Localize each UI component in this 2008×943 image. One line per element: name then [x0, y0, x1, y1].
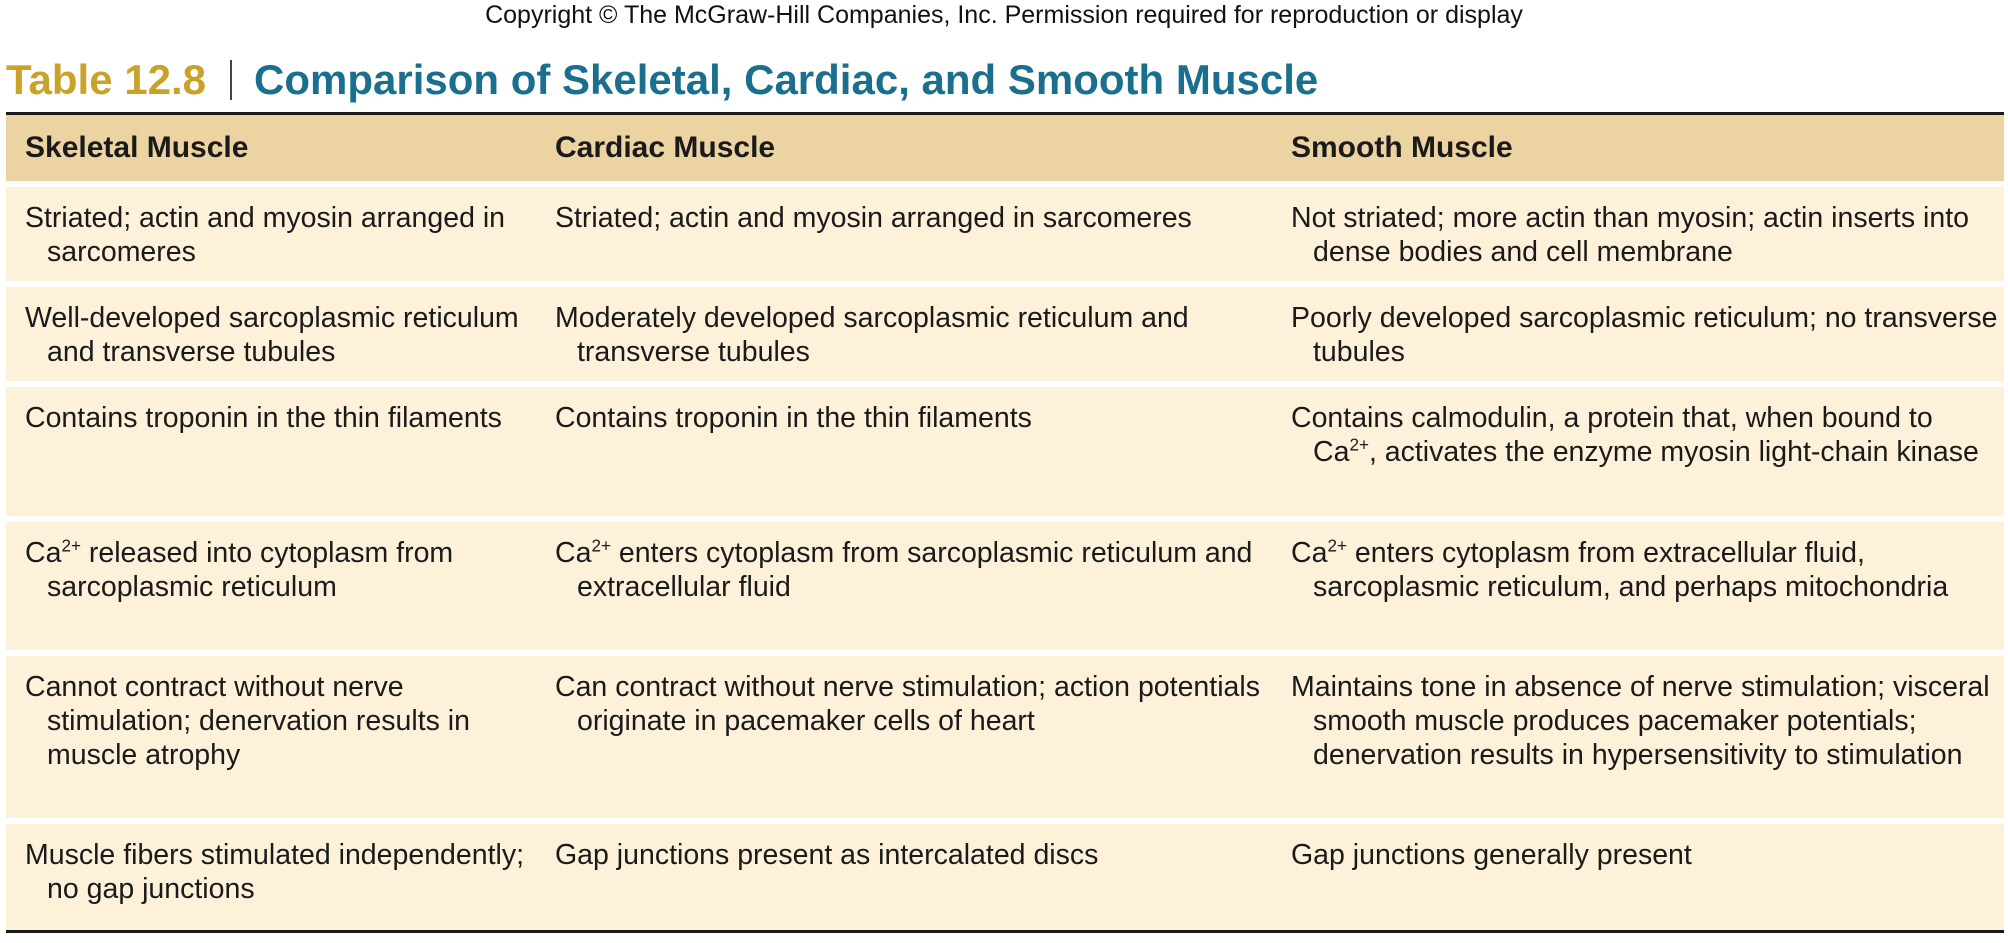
header-skeletal: Skeletal Muscle	[25, 131, 249, 164]
text-part: , activates the enzyme myosin light-chain kinase	[1368, 436, 1979, 468]
copyright-notice: Copyright © The McGraw-Hill Companies, Inc. Permission required for reproduction or display	[485, 1, 1523, 29]
cell-cardiac	[536, 287, 1272, 381]
cell-skeletal	[6, 522, 536, 650]
table-row	[6, 656, 2004, 824]
cell-smooth	[1272, 287, 2004, 381]
comparison-table	[6, 112, 2004, 933]
cell-skeletal	[6, 656, 536, 818]
cell-text: Gap junctions present as intercalated discs	[555, 839, 1099, 871]
header-row	[6, 115, 2004, 187]
cell-text: Striated; actin and myosin arranged in sarcomeres	[555, 202, 1192, 234]
cell-text: Gap junctions generally present	[1291, 839, 1692, 871]
text-part: Ca	[1291, 537, 1328, 569]
superscript: 2+	[1349, 435, 1369, 455]
cell-text: Well-developed sarcoplasmic reticulum and transverse tubules	[25, 302, 519, 368]
table-row	[6, 522, 2004, 656]
text-part: enters cytoplasm from extracellular fluid, sarcoplasmic reticulum, and perhaps mitochondria	[1313, 537, 1949, 603]
cell-text: Maintains tone in absence of nerve stimulation; visceral smooth muscle produces pacemaker potentials; denervation results in hypersensitivity to stimulation	[1291, 671, 1990, 771]
cell-smooth	[1272, 656, 2004, 818]
header-cardiac: Cardiac Muscle	[555, 131, 776, 164]
text-part: enters cytoplasm from sarcoplasmic reticulum and extracellular fluid	[577, 537, 1253, 603]
cell-text: Contains troponin in the thin filaments	[555, 402, 1032, 434]
cell-text: Cannot contract without nerve stimulation; denervation results in muscle atrophy	[25, 671, 470, 771]
table-row	[6, 824, 2004, 930]
superscript: 2+	[591, 536, 611, 556]
cell-text: Contains troponin in the thin filaments	[25, 402, 502, 434]
table-row	[6, 187, 2004, 287]
text-part: Contains calmodulin, a protein that, when bound to Ca	[1291, 402, 1933, 468]
cell-skeletal	[6, 287, 536, 381]
cell-cardiac	[536, 387, 1272, 516]
cell-text: Moderately developed sarcoplasmic reticulum and transverse tubules	[555, 302, 1189, 368]
cell-smooth	[1272, 187, 2004, 281]
table-heading: Comparison of Skeletal, Cardiac, and Smooth Muscle	[254, 56, 1319, 103]
cell-smooth	[1272, 522, 2004, 650]
cell-text: Striated; actin and myosin arranged in sarcomeres	[25, 202, 506, 268]
cell-skeletal	[6, 187, 536, 281]
superscript: 2+	[61, 536, 81, 556]
text-part: released into cytoplasm from sarcoplasmic reticulum	[47, 537, 454, 603]
cell-text	[25, 536, 536, 604]
text-part: Ca	[25, 537, 62, 569]
cell-text	[1291, 536, 2004, 604]
cell-smooth	[1272, 824, 2004, 930]
table-row	[6, 287, 2004, 387]
cell-skeletal	[6, 387, 536, 516]
cell-cardiac	[536, 656, 1272, 818]
cell-cardiac	[536, 522, 1272, 650]
cell-text: Not striated; more actin than myosin; actin inserts into dense bodies and cell membrane	[1291, 202, 1969, 268]
cell-text: Can contract without nerve stimulation; action potentials originate in pacemaker cells of heart	[555, 671, 1260, 737]
cell-cardiac	[536, 824, 1272, 930]
table-number: Table 12.8	[6, 56, 206, 103]
superscript: 2+	[1327, 536, 1347, 556]
cell-text: Poorly developed sarcoplasmic reticulum; no transverse tubules	[1291, 302, 1998, 368]
header-smooth: Smooth Muscle	[1291, 131, 1513, 164]
cell-cardiac	[536, 187, 1272, 281]
text-part: Ca	[555, 537, 592, 569]
table-row	[6, 387, 2004, 522]
cell-text: Muscle fibers stimulated independently; no gap junctions	[25, 839, 525, 905]
table-title	[6, 52, 1318, 108]
cell-text	[555, 536, 1272, 604]
cell-text	[1291, 401, 2004, 469]
cell-smooth	[1272, 387, 2004, 516]
cell-skeletal	[6, 824, 536, 930]
title-divider	[230, 60, 232, 100]
